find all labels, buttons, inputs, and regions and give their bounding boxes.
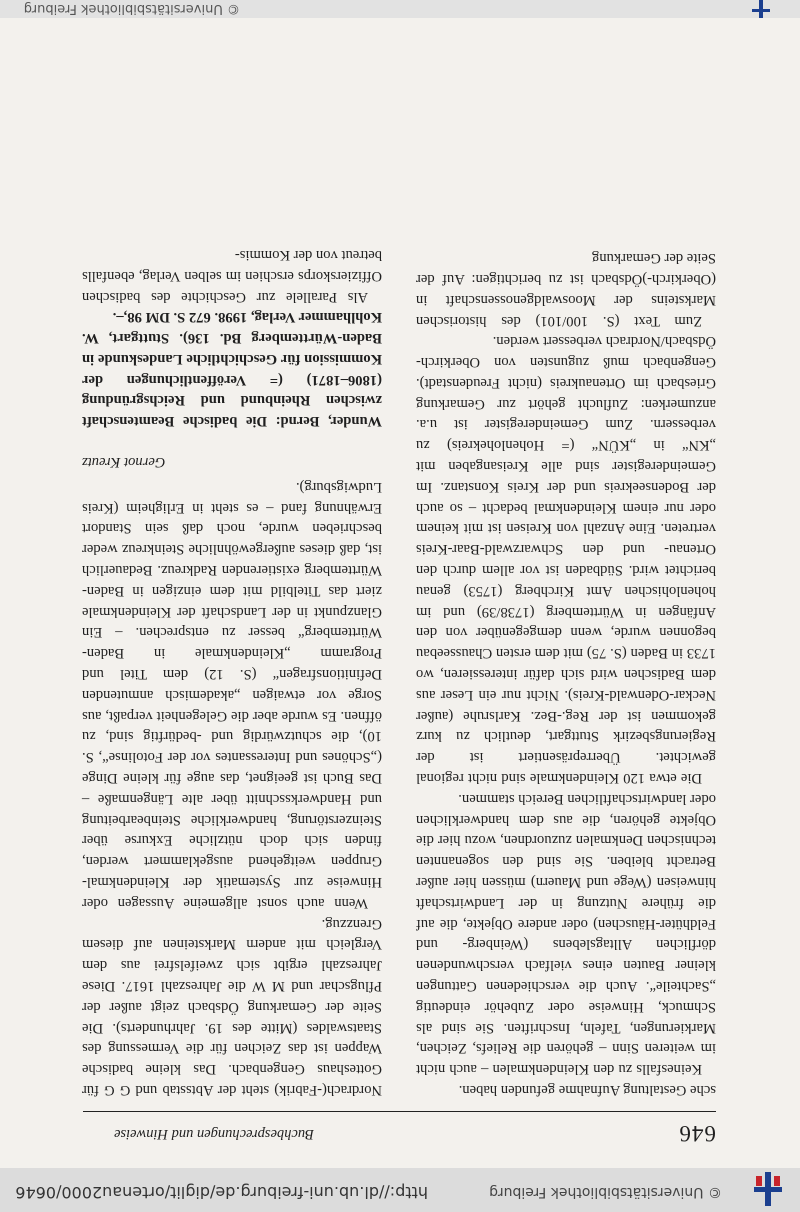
- document-url[interactable]: http://dl.ub.uni-freiburg.de/diglit/ortenau2000/0646: [15, 1183, 428, 1202]
- university-logo-small-icon: [750, 0, 770, 18]
- header-rule: [83, 1111, 716, 1112]
- book-citation: Wunder, Bernd: Die badische Beamtenschaft zwischen Rheinbund und Reichsgründung (1806–1871) (= Veröffentlichungen der Kommission für Geschichtliche Landeskunde in Baden-Württemberg Bd. 136). Stuttgart, W. Kohlhammer Verlag, 1998. 672 S. DM 98,–.: [82, 309, 382, 430]
- bottom-credit-strip: [0, 0, 800, 18]
- university-logo-icon: [752, 1172, 782, 1206]
- right-text-column: [82, 244, 382, 1100]
- left-paragraph-4: Zum Text (S. 100/101) des historischen Marksteins der Mooswaldgenossenschaft in (Oberkirch-)Ödsbach ist zu berichtigen: Auf der Seite der Gemarkung: [416, 250, 716, 329]
- left-paragraph-2: Keinesfalls zu den Kleindenkmalen – auch nicht im weiteren Sinn – gehören die Reliefs, Zeichen, Markierungen, Tafeln, Inschriften. Sie sind als Schmuck, Hinweise oder Zubehör eindeutig „Sachteile“. Auch die verschiedenen Gattungen kleiner Bauten eines vielfach verschwundenen dörflichen Alltagslebens (Weinberg- und Feldhüter-Häuschen) oder andere Objekte, die auf die frühere Nutzung in der Landwirtschaft hinweisen (Wege und Mauern) müssen hier außer Betracht bleiben. Sie sind den sogenannten technischen Denkmalen zuzuordnen, wozu hier die Objekte gehören, die aus dem handwerklichen oder landwirtschaftlichen Bereich stammen.: [416, 790, 716, 1078]
- right-paragraph-3: Als Parallele zur Geschichte des badischen Offizierskorps erschien im selben Verlag, ebenfalls betreut von der Kommis-: [82, 246, 382, 305]
- page-number: 646: [678, 1121, 716, 1146]
- left-paragraph-3: Die etwa 120 Kleindenkmale sind nicht regional gewichtet. Überrepräsentiert ist der Regierungsbezirk Stuttgart, deutlich zu kurz gekommen ist der Reg.-Bez. Karlsruhe (außer Neckar-Odenwald-Kreis). Nicht nur ein Leser aus dem Badischen wird sich dafür interessieren, wo 1733 in Baden (S. 75) mit dem ersten Chausseebau begonnen wurde, wenn demgegenüber von den Anfängen in Württemberg (1738/39) und im hohenlohischen Amt Kirchberg (1753) genau berichtet wird. Südbaden ist vor allem durch den Ortenau- und den Schwarzwald-Baar-Kreis vertreten. Eine Anzahl von Kreisen ist mit keinem oder nur einem Kleindenkmal bedacht – so auch der Bodenseekreis und der Kreis Konstanz. Im Gemeinderegister sind alle Kreisangaben mit „KN“ in „KÜN“ (= Hohenlohekreis) zu verbessern. Zum Gemeinderegister ist u.a. anzumerken: Zuflucht gehört zur Gemarkung Griesbach im Ortenaukreis (nicht Freudenstadt). Gengenbach muß zugunsten von Oberkirch-Ödsbach/Nordrach verbessert werden.: [416, 333, 716, 787]
- left-text-column: [416, 247, 716, 1100]
- left-paragraph-1: sche Gestaltung Aufnahme gefunden haben.: [458, 1082, 716, 1098]
- library-credit: © Universitätsbibliothek Freiburg: [489, 1184, 722, 1200]
- running-head: Buchbesprechungen und Hinweise: [114, 1126, 314, 1142]
- right-paragraph-2: Wenn auch sonst allgemeine Aussagen oder Hinweise zur Systematik der Kleindenkmal-Gruppen weitgehend ausgeklammert werden, finden sich doch nützliche Exkurse über Steinzerstörung, handwerkliche Steinbearbeitung und Handwerksschnitt über alte Längenmaße – Das Buch ist geeignet, das auge für kleine Dinge („Schönes und Interessantes vor der Fotolinse“, S. 10), die schutzwürdig und -bedürftig sind, zu öffnen. Es wurde aber die Gelegenheit verpaßt, aus Sorge vor etwaigen „akademisch anmutenden Definitionsfragen“ (S. 12) dem Titel und Programm „Kleindenkmale in Baden-Württemberg“ besser zu entsprechen. – Ein Glanzpunkt in der Landschaft der Kleindenkmale ziert das Titelbild mit dem einzigen in Baden-Württemberg existierenden Radkreuz. Bedauerlich ist, daß dieses außergewöhnliche Steinkreuz weder beschrieben wurde, noch daß sein Standort Erwähnung fand – es steht in Erligheim (Kreis Ludwigsburg).: [82, 478, 382, 911]
- review-author: Gernot Kreutz: [82, 454, 166, 471]
- library-info-bar: [0, 1168, 800, 1212]
- bottom-credit-text: © Universitätsbibliothek Freiburg: [23, 1, 240, 16]
- right-paragraph-1: Nordrach(-Fabrik) steht der Abtsstab und G G für Gotteshaus Gengenbach. Das kleine badische Wappen ist das Zeichen für die Vermessung des Staatswaldes (Mitte des 19. Jahrhunderts). Die Seite der Gemarkung Ödsbach zeigt außer der Pflugschar und M W die Jahreszahl 1617. Diese Jahreszahl ergibt sich zweifelsfrei aus dem Vergleich mit andern Marksteinen auf diesem Grenzzug.: [82, 915, 382, 1098]
